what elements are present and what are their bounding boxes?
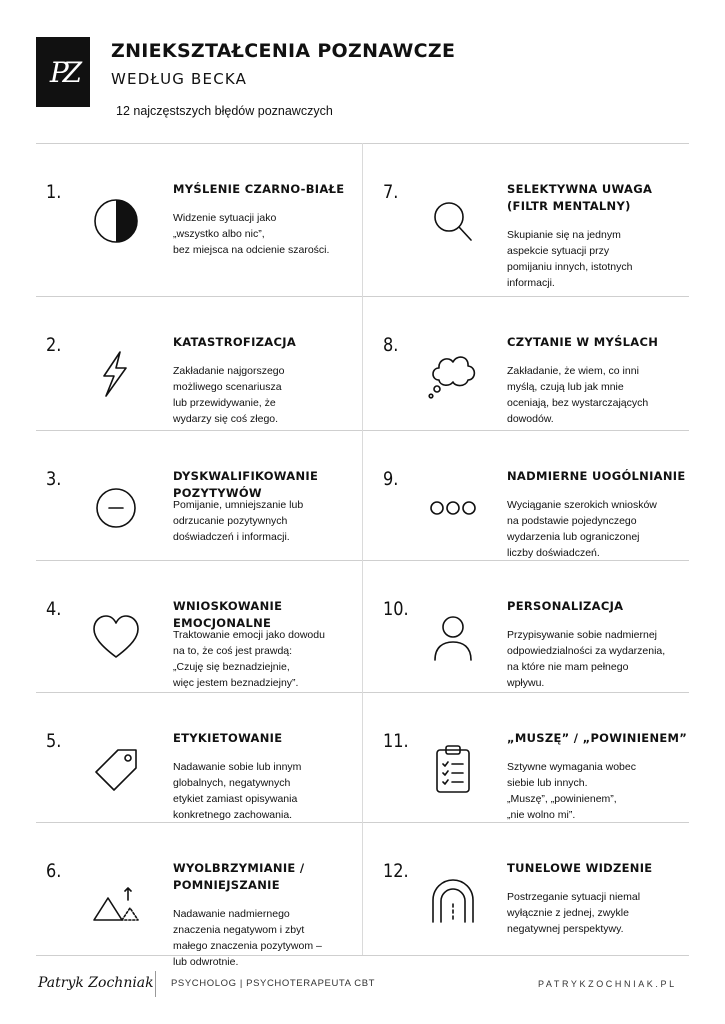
item-description-line: odpowiedzialności za wydarzenia,	[507, 645, 666, 657]
item-description-line: Zakładanie, że wiem, co inni	[507, 365, 639, 377]
item-description	[507, 363, 692, 427]
item-description-line: Nadawanie sobie lub innym	[173, 761, 302, 773]
item-description-line: na które nie mam pełnego	[507, 661, 629, 673]
item-description-line: wyłącznie z jednej, zwykle	[507, 907, 629, 919]
item-description-line: wpływu.	[507, 677, 545, 689]
item-title	[507, 334, 697, 351]
item-description-line: „Muszę”, „powinienem”,	[507, 793, 617, 805]
item-description-line: znaczenia negatywom i zbyt	[173, 924, 305, 936]
item-description	[507, 889, 692, 937]
item-title-line: CZYTANIE W MYŚLACH	[507, 335, 659, 349]
distortion-item	[36, 560, 362, 692]
magnifier-icon	[425, 193, 481, 249]
item-number: 11.	[383, 730, 409, 752]
item-description-line: Wyciąganie szerokich wniosków	[507, 499, 657, 511]
distortion-item	[36, 822, 362, 968]
item-description-line: doświadczeń i informacji.	[173, 531, 290, 543]
item-description-line: Zakładanie najgorszego	[173, 365, 285, 377]
item-number: 3.	[46, 468, 62, 490]
distortion-item	[362, 822, 688, 955]
minus-circle-icon	[88, 480, 144, 536]
item-description	[173, 497, 358, 545]
item-description-line: Skupianie się na jednym	[507, 229, 621, 241]
item-description-line: „wszystko albo nic”,	[173, 228, 265, 240]
item-title	[173, 860, 363, 894]
item-description	[173, 906, 358, 970]
distortion-item	[36, 692, 362, 822]
item-title-line: MYŚLENIE CZARNO-BIAŁE	[173, 182, 345, 196]
item-title-line: NADMIERNE UOGÓLNIANIE	[507, 469, 686, 483]
distortion-item	[362, 560, 688, 692]
item-description	[507, 627, 692, 691]
signature: Patryk Zochniak	[38, 975, 154, 991]
item-title	[507, 598, 697, 615]
item-description-line: bez miejsca na odcienie szarości.	[173, 244, 330, 256]
item-description-line: Pomijanie, umniejszanie lub	[173, 499, 304, 511]
tagline: 12 najczęstszych błędów poznawczych	[116, 104, 333, 118]
item-description	[173, 363, 358, 427]
item-title-line: DYSKWALIFIKOWANIE POZYTYWÓW	[173, 469, 319, 500]
item-description-line: Przypisywanie sobie nadmiernej	[507, 629, 657, 641]
item-description-line: więc jestem beznadziejny”.	[173, 677, 299, 689]
distortion-item	[362, 143, 688, 296]
item-description-line: konkretnego zachowania.	[173, 809, 293, 821]
item-description-line: dowodów.	[507, 413, 554, 425]
item-description-line: liczby doświadczeń.	[507, 547, 600, 559]
item-description-line: informacji.	[507, 277, 555, 289]
item-description-line: negatywnej perspektywy.	[507, 923, 624, 935]
item-description	[507, 759, 692, 823]
divider	[36, 955, 689, 956]
item-title-line: ETYKIETOWANIE	[173, 731, 283, 745]
item-description-line: globalnych, negatywnych	[173, 777, 291, 789]
footer-divider	[155, 971, 156, 997]
item-description-line: na to, że coś jest prawdą:	[173, 645, 293, 657]
three-dots-icon	[425, 480, 481, 536]
item-title	[507, 860, 697, 877]
item-description-line: odrzucanie pozytywnych	[173, 515, 288, 527]
item-description-line: lub przewidywanie, że	[173, 397, 276, 409]
item-description	[507, 497, 692, 561]
item-description-line: aspekcie sytuacji przy	[507, 245, 610, 257]
clipboard-icon	[425, 742, 481, 798]
item-description-line: „Czuję się beznadziejnie,	[173, 661, 290, 673]
item-title-line: PERSONALIZACJA	[507, 599, 624, 613]
item-number: 4.	[46, 598, 62, 620]
item-description-line: etykiet zamiast opisywania	[173, 793, 298, 805]
item-title	[507, 181, 697, 215]
item-description	[173, 627, 358, 691]
item-title-line: „MUSZĘ” / „POWINIENEM”	[507, 731, 688, 745]
item-number: 12.	[383, 860, 409, 882]
page-title: ZNIEKSZTAŁCENIA POZNAWCZE	[111, 40, 456, 62]
distortion-item	[362, 692, 688, 822]
distortion-item	[36, 430, 362, 560]
item-description-line: wydarzenia lub ograniczonej	[507, 531, 640, 543]
item-description-line: na podstawie pojedynczego	[507, 515, 637, 527]
person-icon	[425, 610, 481, 666]
item-title-line: KATASTROFIZACJA	[173, 335, 297, 349]
item-title	[173, 334, 363, 351]
item-description-line: siebie lub innych.	[507, 777, 588, 789]
item-number: 10.	[383, 598, 409, 620]
item-title-line: WNIOSKOWANIE EMOCJONALNE	[173, 599, 283, 630]
item-number: 5.	[46, 730, 62, 752]
tag-icon	[88, 742, 144, 798]
lightning-icon	[88, 346, 144, 402]
item-number: 1.	[46, 181, 62, 203]
item-description-line: małego znaczenia pozytywom –	[173, 940, 322, 952]
triangles-icon	[88, 872, 144, 928]
item-number: 7.	[383, 181, 399, 203]
item-description-line: oceniają, bez wystarczających	[507, 397, 649, 409]
item-title-line: POMNIEJSZANIE	[173, 878, 280, 892]
item-number: 8.	[383, 334, 399, 356]
item-number: 2.	[46, 334, 62, 356]
item-number: 6.	[46, 860, 62, 882]
logo: PZ	[36, 37, 90, 107]
item-title-line: WYOLBRZYMIANIE /	[173, 861, 305, 875]
item-description-line: Traktowanie emocji jako dowodu	[173, 629, 325, 641]
item-description-line: pomijaniu innych, istotnych	[507, 261, 633, 273]
half-circle-icon	[88, 193, 144, 249]
item-number: 9.	[383, 468, 399, 490]
item-title-line: SELEKTYWNA UWAGA	[507, 182, 653, 196]
item-description-line: Postrzeganie sytuacji niemal	[507, 891, 641, 903]
distortion-item	[362, 296, 688, 430]
item-title	[507, 730, 697, 747]
item-title-line: TUNELOWE WIDZENIE	[507, 861, 653, 875]
item-description-line: możliwego scenariusza	[173, 381, 282, 393]
item-title	[173, 181, 363, 198]
distortion-item	[362, 430, 688, 560]
item-description-line: Widzenie sytuacji jako	[173, 212, 277, 224]
item-description	[173, 759, 358, 823]
tunnel-icon	[425, 872, 481, 928]
distortion-item	[36, 296, 362, 430]
footer-role: PSYCHOLOG | PSYCHOTERAPEUTA CBT	[171, 978, 376, 989]
page-subtitle: WEDŁUG BECKA	[111, 70, 248, 88]
item-title	[507, 468, 697, 485]
thought-bubble-icon	[425, 346, 481, 402]
heart-icon	[88, 610, 144, 666]
item-description	[507, 227, 692, 291]
item-title-line: (FILTR MENTALNY)	[507, 199, 631, 213]
footer-url: PATRYKZOCHNIAK.PL	[538, 979, 677, 989]
item-description	[173, 210, 358, 258]
item-description-line: Nadawanie nadmiernego	[173, 908, 290, 920]
item-description-line: myślą, czują lub jak mnie	[507, 381, 624, 393]
item-description-line: lub odwrotnie.	[173, 956, 239, 968]
item-description-line: „nie wolno mi”.	[507, 809, 576, 821]
item-description-line: wydarzy się coś złego.	[173, 413, 279, 425]
item-title	[173, 730, 363, 747]
item-description-line: Sztywne wymagania wobec	[507, 761, 636, 773]
distortion-item	[36, 143, 362, 296]
